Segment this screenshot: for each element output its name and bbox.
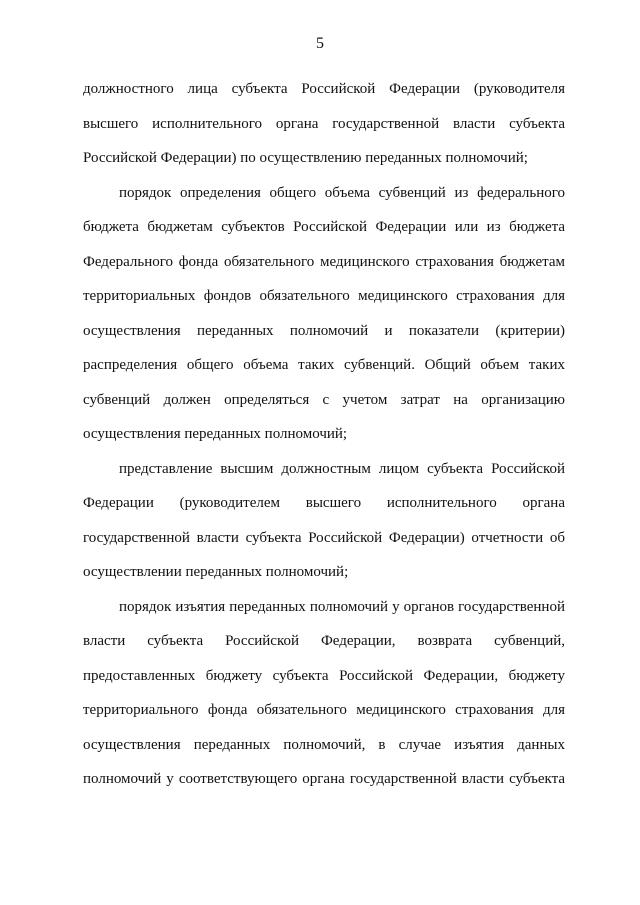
text-line: Федерального фонда обязательного медицинского страхования бюджетам <box>83 253 565 270</box>
text-line: осуществлении переданных полномочий; <box>83 564 349 580</box>
text-line: представление высшим должностным лицом субъекта Российской <box>119 460 565 477</box>
page-number: 5 <box>316 35 324 52</box>
text-line: должностного лица субъекта Российской Федерации (руководителя <box>83 81 565 97</box>
text-line: власти субъекта Российской Федерации, возврата субвенций, <box>83 633 565 649</box>
text-line: полномочий у соответствующего органа государственной власти субъекта <box>83 771 565 787</box>
text-line: осуществления переданных полномочий и показатели (критерии) <box>83 322 565 339</box>
text-line: субвенций должен определяться с учетом затрат на организацию <box>83 391 565 408</box>
text-line: предоставленных бюджету субъекта Российской Федерации, бюджету <box>83 667 565 684</box>
text-line: высшего исполнительного органа государственной власти субъекта <box>83 115 565 132</box>
document-body <box>83 72 565 797</box>
text-line: государственной власти субъекта Российской Федерации) отчетности об <box>83 529 565 546</box>
text-line: территориального фонда обязательного медицинского страхования для <box>83 702 565 718</box>
text-line: Федерации (руководителем высшего исполнительного органа <box>83 495 565 511</box>
text-line: бюджета бюджетам субъектов Российской Федерации или из бюджета <box>83 219 565 235</box>
text-line: порядок изъятия переданных полномочий у органов государственной <box>119 598 565 615</box>
text-line: территориальных фондов обязательного медицинского страхования для <box>83 288 565 304</box>
text-line: распределения общего объема таких субвенций. Общий объем таких <box>83 357 565 373</box>
text-line: осуществления переданных полномочий, в случае изъятия данных <box>83 736 565 753</box>
text-line: порядок определения общего объема субвенций из федерального <box>119 184 565 201</box>
text-line: Российской Федерации) по осуществлению переданных полномочий; <box>83 150 528 166</box>
text-line: осуществления переданных полномочий; <box>83 426 348 442</box>
